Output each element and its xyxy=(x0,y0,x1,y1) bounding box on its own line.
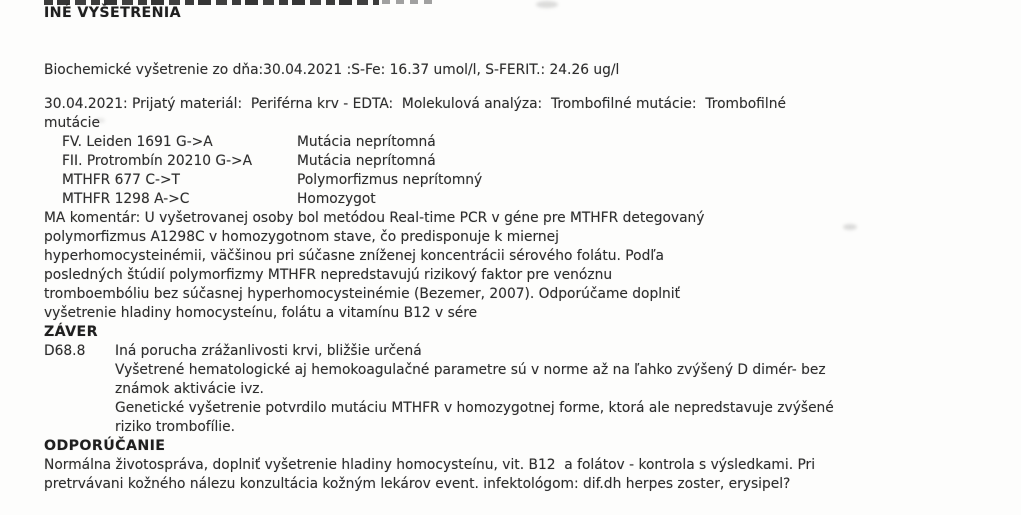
ma-comment-line: MA komentár: U vyšetrovanej osoby bol metódou Real-time PCR v géne pre MTHFR detegovaný xyxy=(44,210,705,226)
biochemistry-result-line: Biochemické vyšetrenie zo dňa:30.04.2021 :S-Fe: 16.37 umol/l, S-FERIT.: 24.26 ug/l xyxy=(44,62,620,78)
ma-comment-line: vyšetrenie hladiny homocysteínu, folátu a vitamínu B12 v sére xyxy=(44,305,478,321)
mutation-result: Polymorfizmus neprítomný xyxy=(297,172,483,188)
scan-smudge xyxy=(843,224,857,230)
mutation-row xyxy=(44,152,1021,171)
scan-smudge xyxy=(536,1,558,8)
conclusion-line: Vyšetrené hematologické aj hemokoagulačné parametre sú v norme až na ľahko zvýšený D dimér- bez xyxy=(115,362,826,378)
ma-comment-line: posledných štúdií polymorfizmy MTHFR nepredstavujú rizikový faktor pre venóznu xyxy=(44,267,613,283)
material-line-wrap: mutácie xyxy=(44,115,100,131)
recommendation-line: pretrvávani kožného nálezu konzultácia kožným lekárov event. infektológom: dif.dh herpes zoster, erysipel? xyxy=(44,476,791,492)
ma-comment-block xyxy=(44,209,1021,323)
mutation-row xyxy=(44,133,1021,152)
mutation-row xyxy=(44,171,1021,190)
ma-comment-line: polymorfizmus A1298C v homozygotnom stave, čo predisponuje k miernej xyxy=(44,229,559,245)
conclusion-block xyxy=(44,342,1021,437)
diagnosis-code: D68.8 xyxy=(44,343,86,359)
ma-comment-line: tromboembóliu bez súčasnej hyperhomocysteinémie (Bezemer, 2007). Odporúčame doplniť xyxy=(44,286,681,302)
clipped-previous-line-artifact xyxy=(44,0,379,5)
section-title-recommendation: ODPORÚČANIE xyxy=(44,438,166,454)
mutation-name: MTHFR 677 C->T xyxy=(62,172,180,188)
conclusion-line: Iná porucha zrážanlivosti krvi, bližšie určená xyxy=(115,343,422,359)
section-title-conclusion: ZÁVER xyxy=(44,324,98,340)
conclusion-line: známok aktivácie ivz. xyxy=(115,381,264,397)
mutation-name: MTHFR 1298 A->C xyxy=(62,191,190,207)
recommendation-block xyxy=(44,456,1021,494)
clipped-previous-line-artifact-faint xyxy=(382,0,434,4)
conclusion-line: riziko trombofílie. xyxy=(115,419,235,435)
mutation-name: FV. Leiden 1691 G->A xyxy=(62,134,213,150)
mutation-results-list xyxy=(44,133,1021,209)
conclusion-line: Genetické vyšetrenie potvrdilo mutáciu MTHFR v homozygotnej forme, ktorá ale nepredstavuje zvýšené xyxy=(115,400,834,416)
mutation-name: FII. Protrombín 20210 G->A xyxy=(62,153,253,169)
material-line: 30.04.2021: Prijatý materiál: Periférna krv - EDTA: Molekulová analýza: Trombofilné mutácie: Trombofilné xyxy=(44,96,786,112)
mutation-result: Mutácia neprítomná xyxy=(297,153,436,169)
mutation-row xyxy=(44,190,1021,209)
ma-comment-line: hyperhomocysteinémii, väčšinou pri súčasne zníženej koncentrácii sérového folátu. Podľa xyxy=(44,248,664,264)
mutation-result: Homozygot xyxy=(297,191,376,207)
material-block xyxy=(44,95,1021,133)
recommendation-line: Normálna životospráva, doplniť vyšetrenie hladiny homocysteínu, vit. B12 a folátov - kontrola s výsledkami. Pri xyxy=(44,457,816,473)
scan-smudge xyxy=(95,118,105,123)
section-title-other-examinations: INÉ VYŠETRENIA xyxy=(44,5,181,21)
mutation-result: Mutácia neprítomná xyxy=(297,134,436,150)
